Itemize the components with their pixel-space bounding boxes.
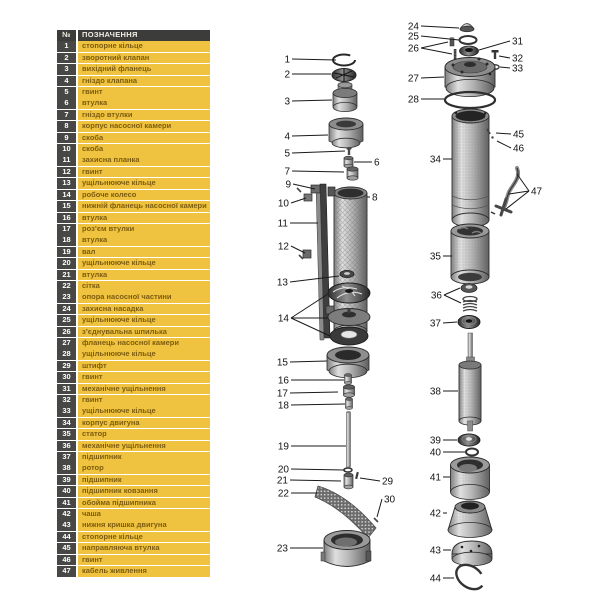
part-13-seal-ring [340, 270, 354, 277]
part-36-mechanical-seal [461, 284, 477, 312]
row-number: 17 [57, 224, 76, 235]
row-number: 15 [57, 201, 76, 212]
callout-39 [430, 436, 457, 447]
part-30-screw [374, 518, 378, 522]
callout-17 [277, 389, 338, 400]
callout-number: 34 [429, 154, 441, 166]
callout-3 [284, 97, 332, 108]
part-20-seal-ring [344, 468, 352, 472]
leader-line [290, 480, 341, 481]
part-4-valve-seat [329, 118, 363, 148]
row-name: гвинт [78, 395, 210, 406]
callout-16 [278, 376, 344, 387]
part-32-screw [492, 50, 499, 59]
row-number: 4 [57, 76, 76, 87]
row-name: вихідний фланець [78, 64, 210, 75]
row-number: 10 [57, 144, 76, 155]
callout-number: 24 [407, 21, 419, 33]
row-number: 25 [57, 315, 76, 326]
callout-46 [497, 141, 525, 155]
row-number: 9 [57, 133, 76, 144]
leader-line [291, 469, 344, 470]
row-name: статор [78, 429, 210, 440]
row-number: 35 [57, 429, 76, 440]
row-name: скоба [78, 144, 210, 155]
callout-10 [278, 198, 306, 210]
row-name: роз’єм втулки [78, 224, 210, 235]
row-name: корпус насосної камери [78, 121, 210, 132]
table-header-designation: ПОЗНАЧЕННЯ [78, 30, 210, 41]
callout-40 [430, 448, 465, 459]
row-number: 47 [57, 566, 76, 577]
callout-29 [360, 477, 394, 488]
row-name: захисна насадка [78, 304, 210, 315]
callout-30 [377, 495, 396, 518]
callout-number: 16 [277, 375, 289, 387]
callout-number: 4 [284, 131, 290, 143]
callout-number: 28 [407, 94, 419, 106]
callout-number: 33 [512, 63, 524, 75]
callout-4 [284, 132, 328, 143]
row-number: 13 [57, 178, 76, 189]
pump-section-parts [297, 55, 378, 567]
row-number: 43 [57, 520, 76, 531]
leader-line [444, 288, 460, 295]
callout-35 [430, 252, 452, 263]
row-name: гвинт [78, 87, 210, 98]
row-name: ущільнююче кільце [78, 406, 210, 417]
callout-number: 15 [276, 357, 288, 369]
row-name: корпус двигуна [78, 418, 210, 429]
callout-number: 21 [276, 475, 288, 487]
callout-42 [430, 509, 447, 520]
callout-number: 8 [372, 192, 378, 204]
leader-line [421, 77, 444, 78]
callout-number: 13 [276, 277, 288, 289]
leader-line [290, 392, 338, 393]
row-name: нижній фланець насосної камери [78, 201, 210, 212]
leader-line [497, 141, 511, 148]
part-18-bushing [346, 398, 353, 410]
part-19-shaft [347, 411, 351, 467]
part-42-cup [448, 501, 492, 538]
leader-line [377, 499, 382, 517]
part-5-screw [346, 147, 351, 155]
row-number: 11 [57, 155, 76, 166]
part-34-motor-housing [452, 109, 489, 227]
callout-number: 19 [277, 441, 289, 453]
callout-number: 25 [407, 31, 419, 43]
callout-number: 32 [512, 53, 524, 65]
leader-line [292, 100, 332, 101]
callout-number: 5 [284, 148, 290, 160]
part-10-clamp [304, 194, 312, 201]
part-2-check-valve [332, 68, 356, 82]
row-name: направляюча втулка [78, 543, 210, 554]
callout-1 [284, 55, 336, 66]
callout-22 [278, 489, 317, 500]
callout-45 [496, 130, 525, 141]
callout-13 [277, 276, 339, 289]
callout-number: 41 [429, 472, 441, 484]
callout-9 [285, 180, 315, 191]
part-26-studs [450, 37, 456, 61]
row-number: 26 [57, 327, 76, 338]
row-name: гніздо клапана [78, 76, 210, 87]
row-number: 33 [57, 406, 76, 417]
row-number: 27 [57, 338, 76, 349]
row-name: стопорне кільце [78, 532, 210, 543]
part-37-bearing [458, 316, 480, 329]
leader-line [291, 404, 345, 405]
part-31-mechanical-seal [460, 46, 479, 56]
callout-number: 18 [277, 400, 289, 412]
part-14-impeller [328, 283, 370, 345]
callout-number: 37 [429, 318, 441, 330]
leader-line [292, 171, 344, 172]
callout-19 [278, 442, 346, 453]
leader-line [292, 151, 345, 153]
callout-number: 23 [276, 543, 288, 555]
row-number: 28 [57, 349, 76, 360]
row-number: 12 [57, 167, 76, 178]
callout-labels [277, 22, 543, 585]
row-name: кабель живлення [78, 566, 210, 577]
part-23-support-cup [321, 531, 371, 567]
row-name: штифт [78, 361, 210, 372]
callout-number: 20 [277, 464, 289, 476]
callout-6 [354, 158, 380, 169]
row-number: 39 [57, 475, 76, 486]
row-name: чаша [78, 509, 210, 520]
row-number: 46 [57, 555, 76, 566]
callout-38 [430, 387, 458, 398]
part-40-sliding-bearing [466, 449, 478, 456]
callout-15 [277, 358, 327, 369]
row-name: вал [78, 247, 210, 258]
callout-number: 29 [382, 476, 394, 488]
row-name: механічне ущільнення [78, 384, 210, 395]
callout-26 [408, 42, 452, 55]
part-3-outlet-flange [333, 82, 357, 111]
part-1-snap-ring [333, 55, 355, 66]
row-name: робоче колесо [78, 190, 210, 201]
callout-number: 40 [429, 447, 441, 459]
part-6-bushing [344, 156, 353, 168]
row-number: 36 [57, 441, 76, 452]
leader-line [496, 133, 511, 134]
part-47-power-cable [491, 168, 518, 215]
leader-line [292, 59, 336, 60]
callout-number: 1 [284, 54, 290, 66]
callout-12 [278, 242, 305, 254]
callout-number: 11 [277, 218, 288, 230]
row-name: ущільнююче кільце [78, 315, 210, 326]
callout-number: 45 [513, 129, 525, 141]
row-name: обойма підшипника [78, 498, 210, 509]
row-name: втулка [78, 213, 210, 224]
row-number: 32 [57, 395, 76, 406]
row-name: підшипник [78, 452, 210, 463]
row-name: ущільнююче кільце [78, 349, 210, 360]
leader-line [421, 26, 459, 28]
callout-number: 38 [429, 386, 441, 398]
part-39-bearing [458, 434, 480, 446]
callout-number: 44 [429, 573, 441, 585]
row-number: 24 [57, 304, 76, 315]
row-number: 3 [57, 64, 76, 75]
row-number: 16 [57, 213, 76, 224]
row-number: 2 [57, 53, 76, 64]
callout-7 [284, 167, 344, 178]
part-38-rotor [459, 333, 481, 431]
row-number: 6 [57, 98, 76, 109]
callout-number: 7 [284, 166, 290, 178]
row-number: 41 [57, 498, 76, 509]
leader-line [499, 56, 510, 58]
row-number: 8 [57, 121, 76, 132]
row-name: гвинт [78, 555, 210, 566]
callout-11 [278, 219, 318, 230]
row-number: 42 [57, 509, 76, 520]
row-name: скоба [78, 133, 210, 144]
row-name: втулка [78, 98, 210, 109]
callout-number: 10 [277, 198, 289, 210]
callout-33 [500, 64, 524, 75]
part-15-lower-flange [327, 347, 369, 378]
callout-number: 14 [277, 313, 289, 325]
callout-37 [430, 319, 457, 330]
row-number: 40 [57, 486, 76, 497]
part-16-bushing [345, 374, 352, 385]
callout-number: 3 [284, 96, 290, 108]
leader-line [517, 174, 529, 191]
row-name: зворотний клапан [78, 53, 210, 64]
callout-34 [430, 155, 452, 166]
row-number: 5 [57, 87, 76, 98]
callout-2 [284, 70, 331, 81]
leader-line [290, 276, 339, 282]
row-number: 29 [57, 361, 76, 372]
row-name: механічне ущільнення [78, 441, 210, 452]
part-43-lower-motor-cap [452, 541, 492, 566]
table-header-number: № [57, 30, 76, 41]
callout-number: 9 [285, 179, 291, 191]
callout-21 [277, 476, 341, 487]
row-name: нижня кришка двигуна [78, 520, 210, 531]
row-name: підшипник [78, 475, 210, 486]
leader-line [292, 135, 328, 136]
row-number: 44 [57, 532, 76, 543]
leader-line [421, 48, 452, 54]
callout-5 [284, 149, 345, 160]
row-number: 23 [57, 292, 76, 303]
row-name: опора насосної частини [78, 292, 210, 303]
row-name: підшипник ковзання [78, 486, 210, 497]
leader-line [290, 361, 327, 362]
callout-43 [430, 546, 451, 557]
row-number: 20 [57, 258, 76, 269]
part-41-bearing-sleeve [451, 457, 490, 500]
row-name: захисна планка [78, 155, 210, 166]
part-24-protective-cap [460, 24, 474, 32]
callout-41 [430, 473, 450, 484]
leader-line [421, 42, 448, 48]
row-name: втулка [78, 235, 210, 246]
part-27-chamber-flange [445, 58, 495, 97]
callout-number: 30 [384, 494, 396, 506]
callout-number: 26 [407, 43, 419, 55]
row-number: 14 [57, 190, 76, 201]
row-number: 31 [57, 384, 76, 395]
callout-number: 47 [531, 186, 543, 198]
callout-20 [278, 465, 344, 476]
row-number: 7 [57, 110, 76, 121]
callout-18 [278, 401, 345, 412]
callout-number: 2 [284, 69, 290, 81]
row-number: 18 [57, 235, 76, 246]
part-21-bushing [344, 473, 353, 489]
callout-number: 12 [277, 241, 289, 253]
row-number: 30 [57, 372, 76, 383]
part-29-pin [355, 472, 359, 479]
row-name: з’єднувальна шпилька [78, 327, 210, 338]
leader-line [500, 67, 510, 68]
callout-8 [367, 193, 378, 204]
callout-number: 35 [429, 251, 441, 263]
callout-number: 27 [407, 73, 419, 85]
callout-31 [479, 37, 524, 51]
callout-number: 39 [429, 435, 441, 447]
row-name: ротор [78, 463, 210, 474]
callout-36 [431, 288, 461, 303]
row-number: 34 [57, 418, 76, 429]
part-7-bushing-seat [347, 167, 358, 180]
part-35-stator [451, 224, 489, 284]
callout-number: 36 [430, 290, 442, 302]
callout-27 [408, 74, 444, 85]
row-number: 45 [57, 543, 76, 554]
part-17-bushing-coupling [344, 385, 355, 397]
callout-number: 31 [512, 36, 524, 48]
leader-line [479, 41, 510, 50]
row-number: 21 [57, 270, 76, 281]
leader-line [291, 246, 305, 253]
row-number: 38 [57, 463, 76, 474]
row-name: сітка [78, 281, 210, 292]
part-46-screw [491, 136, 493, 138]
row-name: ущільнююче кільце [78, 258, 210, 269]
callout-23 [277, 544, 323, 555]
part-25-o-ring [460, 36, 477, 44]
row-name: гвинт [78, 167, 210, 178]
callout-number: 17 [276, 388, 288, 400]
row-number: 22 [57, 281, 76, 292]
callout-number: 42 [429, 508, 441, 520]
leader-line [444, 295, 461, 303]
row-name: гвинт [78, 372, 210, 383]
motor-section-parts [445, 24, 518, 595]
row-name: гніздо втулки [78, 110, 210, 121]
callout-number: 43 [429, 545, 441, 557]
callout-number: 22 [277, 488, 289, 500]
row-name: ущільнююче кільце [78, 178, 210, 189]
row-name: стопорне кільце [78, 41, 210, 52]
leader-line [443, 322, 457, 323]
row-number: 37 [57, 452, 76, 463]
row-name: втулка [78, 270, 210, 281]
callout-44 [430, 574, 454, 585]
leader-line [360, 478, 380, 481]
row-name: фланець насосної камери [78, 338, 210, 349]
row-number: 1 [57, 41, 76, 52]
row-number: 19 [57, 247, 76, 258]
callout-number: 46 [513, 143, 525, 155]
callout-number: 6 [374, 157, 380, 169]
callout-28 [408, 95, 444, 106]
